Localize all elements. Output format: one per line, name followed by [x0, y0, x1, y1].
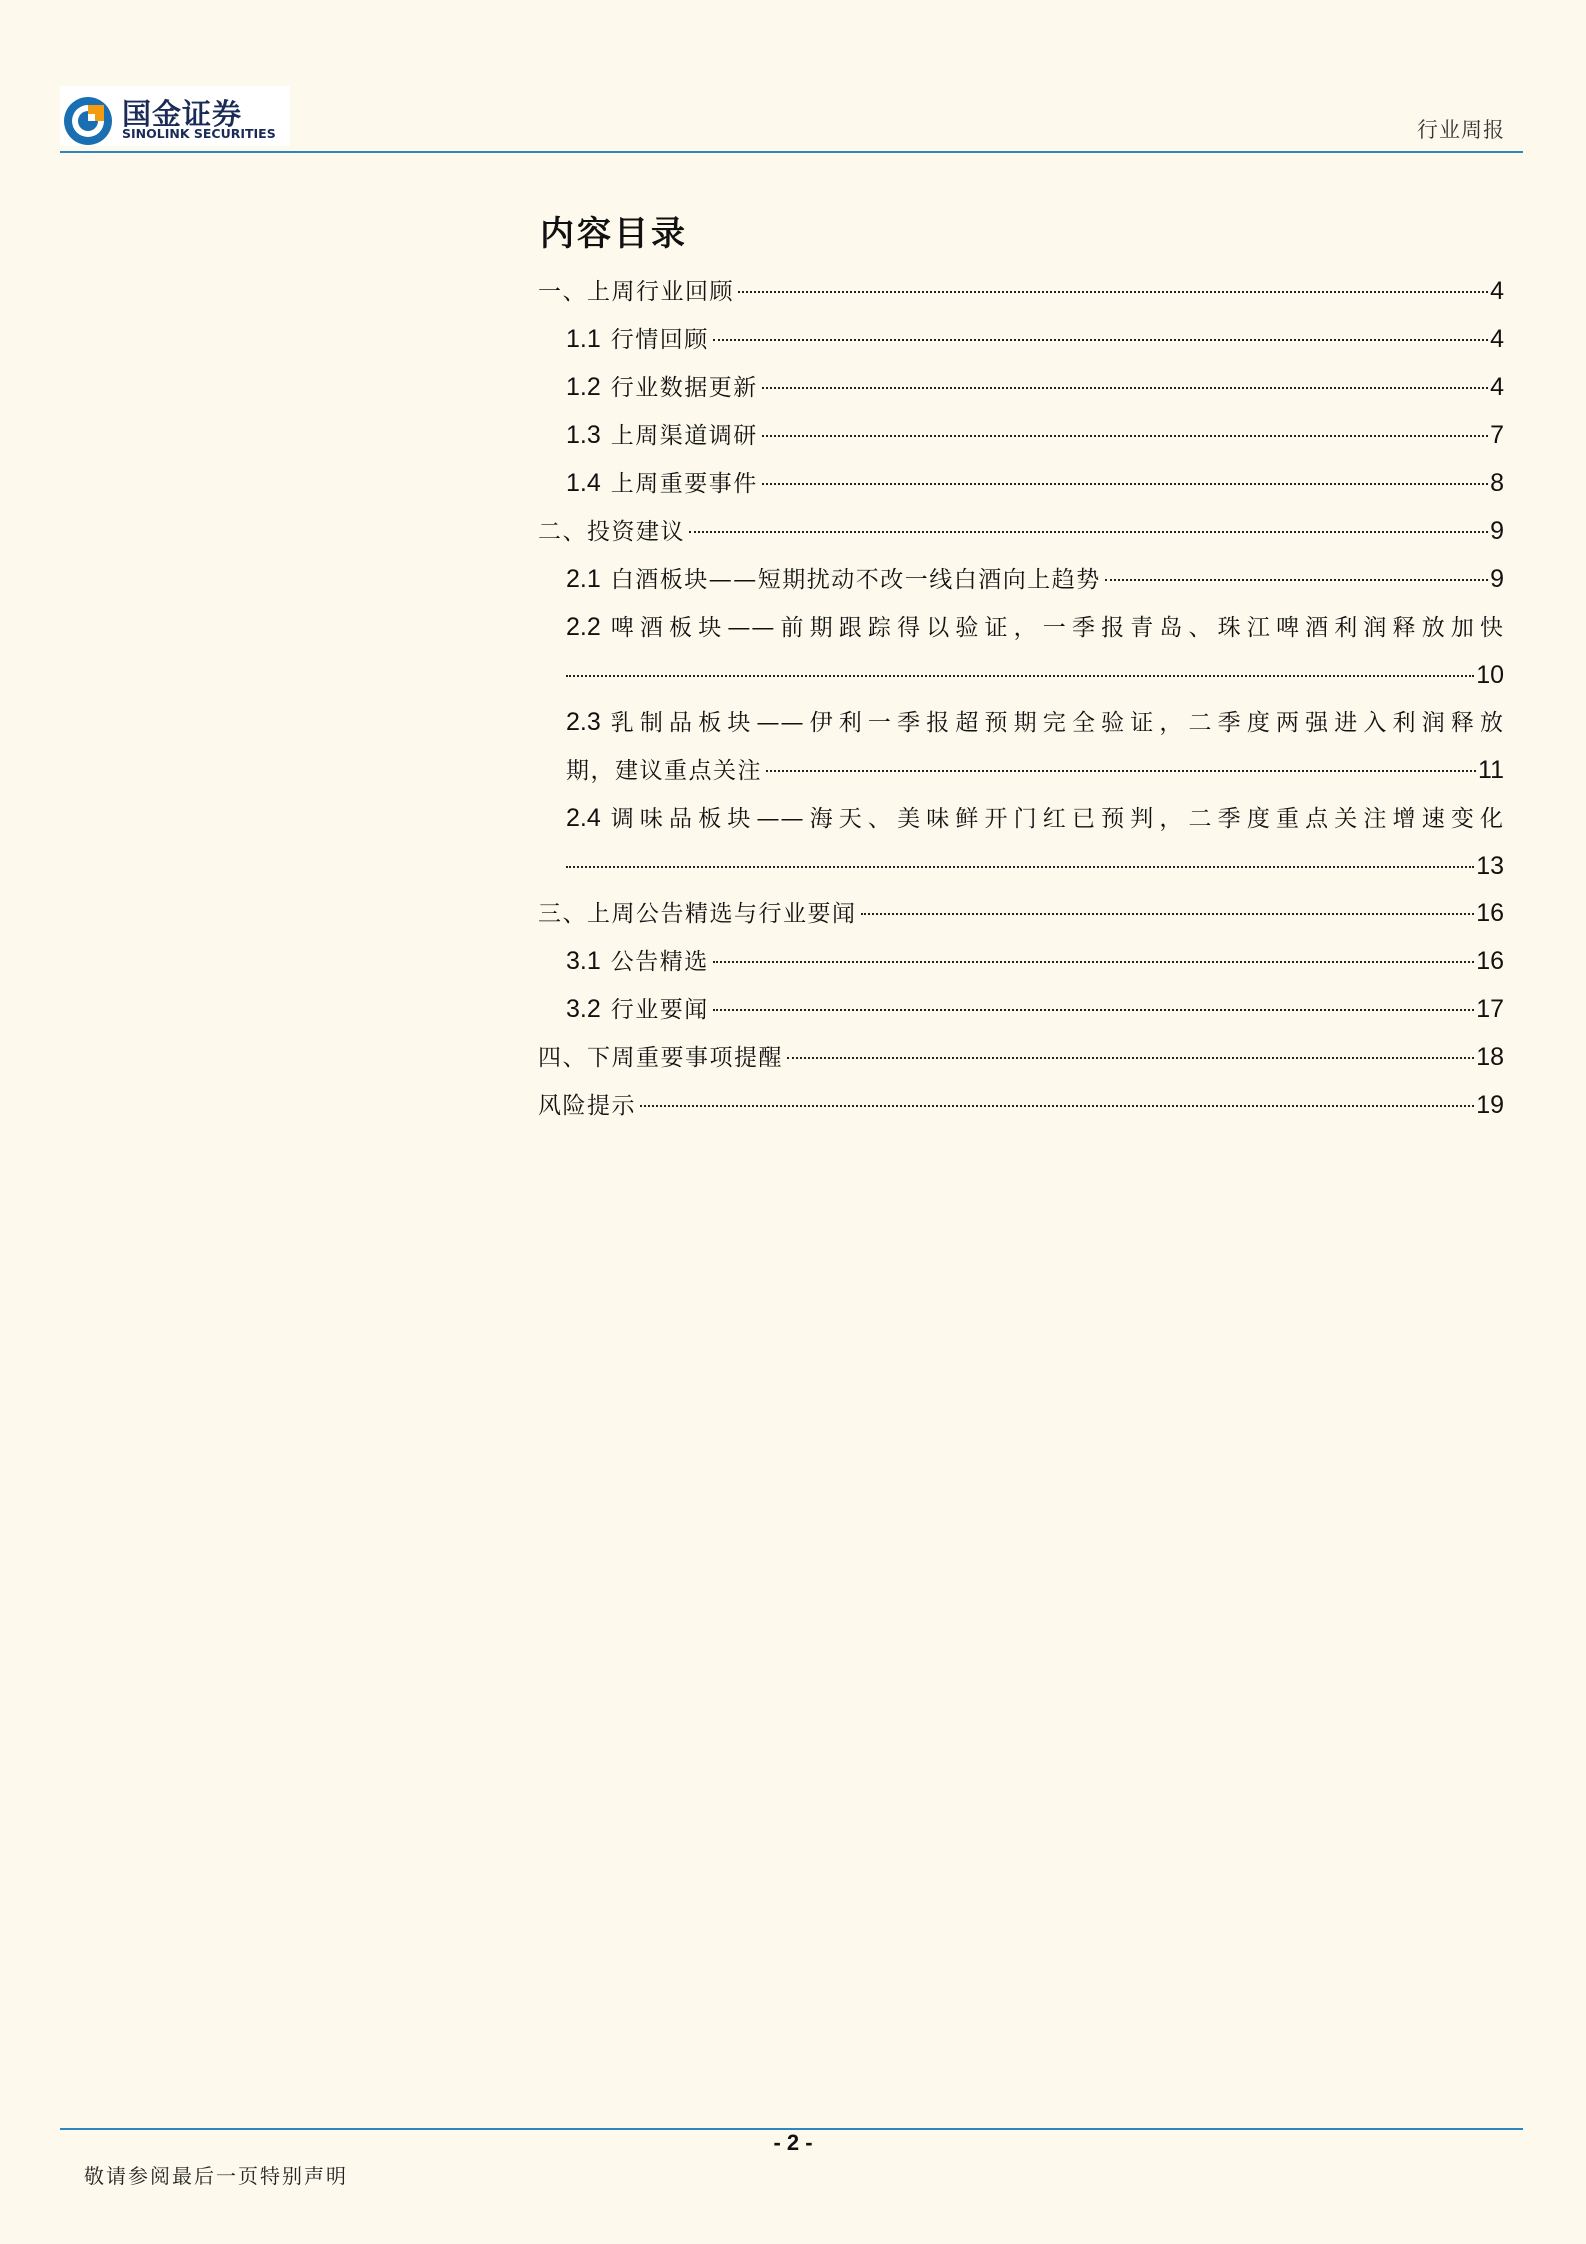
toc-entry-text: 行情回顾 [610, 327, 709, 353]
toc-entry-number: 2.3 [566, 708, 601, 736]
toc-entry-text: 行业数据更新 [610, 375, 758, 401]
toc-entry-number: 1.4 [566, 469, 601, 497]
toc-page-number: 9 [1490, 565, 1504, 593]
toc-entry-text: 上周重要事件 [610, 471, 758, 497]
toc-leader [1105, 579, 1488, 581]
toc-entry[interactable] [538, 364, 1504, 412]
toc-title: 内容目录 [540, 214, 688, 254]
toc-leader [566, 866, 1474, 868]
sinolink-logo-icon [62, 94, 114, 146]
toc-entry-text: 二、投资建议 [538, 519, 685, 545]
toc-entry-number: 3.2 [566, 995, 601, 1023]
toc-page-number: 16 [1476, 899, 1504, 927]
toc-entry[interactable] [538, 938, 1504, 986]
toc-page-number: 9 [1490, 517, 1504, 545]
page-number: - 2 - [773, 2130, 813, 2155]
toc-page-number: 10 [1476, 661, 1504, 689]
toc-entry[interactable] [538, 316, 1504, 364]
footer-disclaimer: 敬请参阅最后一页特别声明 [84, 2164, 348, 2188]
toc-page-number: 19 [1476, 1091, 1504, 1119]
toc-entry-number: 1.3 [566, 421, 601, 449]
toc-entry[interactable] [538, 699, 1504, 795]
toc-entry-text: 四、下周重要事项提醒 [538, 1045, 783, 1071]
toc-page-number: 7 [1490, 421, 1504, 449]
toc-leader [787, 1057, 1474, 1059]
toc-page-number: 16 [1476, 947, 1504, 975]
toc-leader [713, 961, 1474, 963]
toc-entry[interactable] [538, 508, 1504, 556]
toc-page-number: 4 [1490, 277, 1504, 305]
toc-leader [762, 483, 1488, 485]
toc-entry[interactable] [538, 412, 1504, 460]
toc-page-number: 4 [1490, 373, 1504, 401]
toc-entry[interactable] [538, 556, 1504, 604]
toc-entry-number: 1.2 [566, 373, 601, 401]
toc-entry-number: 2.4 [566, 804, 601, 832]
toc-leader [713, 1009, 1474, 1011]
report-type-label: 行业周报 [1417, 118, 1505, 142]
toc-entry[interactable] [538, 986, 1504, 1034]
toc-page-number: 8 [1490, 469, 1504, 497]
toc-entry[interactable] [538, 795, 1504, 890]
company-logo [60, 86, 290, 146]
table-of-contents [538, 268, 1504, 1130]
toc-leader [762, 435, 1488, 437]
toc-leader [861, 913, 1475, 915]
toc-entry-text: 风险提示 [538, 1093, 636, 1119]
toc-leader [566, 675, 1474, 677]
toc-entry-text: 三、上周公告精选与行业要闻 [538, 901, 857, 927]
toc-entry-number: 1.1 [566, 325, 601, 353]
toc-leader [738, 291, 1488, 293]
toc-entry-text-continued: 期，建议重点关注 [566, 758, 762, 784]
toc-entry[interactable] [538, 460, 1504, 508]
toc-entry-text: 一、上周行业回顾 [538, 279, 734, 305]
toc-page-number: 13 [1476, 852, 1504, 880]
toc-entry-text: 上周渠道调研 [610, 423, 758, 449]
toc-leader [762, 387, 1488, 389]
toc-entry-text: 公告精选 [610, 949, 709, 975]
toc-entry-text: 白酒板块——短期扰动不改一线白酒向上趋势 [610, 567, 1101, 593]
toc-leader [713, 339, 1488, 341]
toc-entry[interactable] [538, 604, 1504, 699]
toc-entry[interactable] [538, 1082, 1504, 1130]
toc-entry-text: 调味品板块——海天、美味鲜开门红已预判，二季度重点关注增速变化 [610, 806, 1504, 832]
toc-leader [766, 770, 1476, 772]
toc-entry[interactable] [538, 268, 1504, 316]
logo-english-name: SINOLINK SECURITIES [122, 126, 276, 141]
toc-entry-text: 啤酒板块——前期跟踪得以验证，一季报青岛、珠江啤酒利润释放加快 [610, 615, 1504, 641]
toc-entry-number: 2.2 [566, 613, 601, 641]
toc-entry-text: 乳制品板块——伊利一季报超预期完全验证，二季度两强进入利润释放 [610, 710, 1504, 736]
header-divider [60, 151, 1523, 153]
toc-entry[interactable] [538, 890, 1504, 938]
toc-leader [689, 531, 1488, 533]
toc-entry-number: 3.1 [566, 947, 601, 975]
toc-page-number: 18 [1476, 1043, 1504, 1071]
logo-chinese-name: 国金证券 [122, 97, 243, 131]
toc-entry-number: 2.1 [566, 565, 601, 593]
toc-entry-text: 行业要闻 [610, 997, 709, 1023]
toc-entry[interactable] [538, 1034, 1504, 1082]
toc-page-number: 11 [1478, 756, 1504, 784]
toc-page-number: 4 [1490, 325, 1504, 353]
page-header [60, 86, 1523, 154]
toc-leader [640, 1105, 1474, 1107]
toc-page-number: 17 [1476, 995, 1504, 1023]
